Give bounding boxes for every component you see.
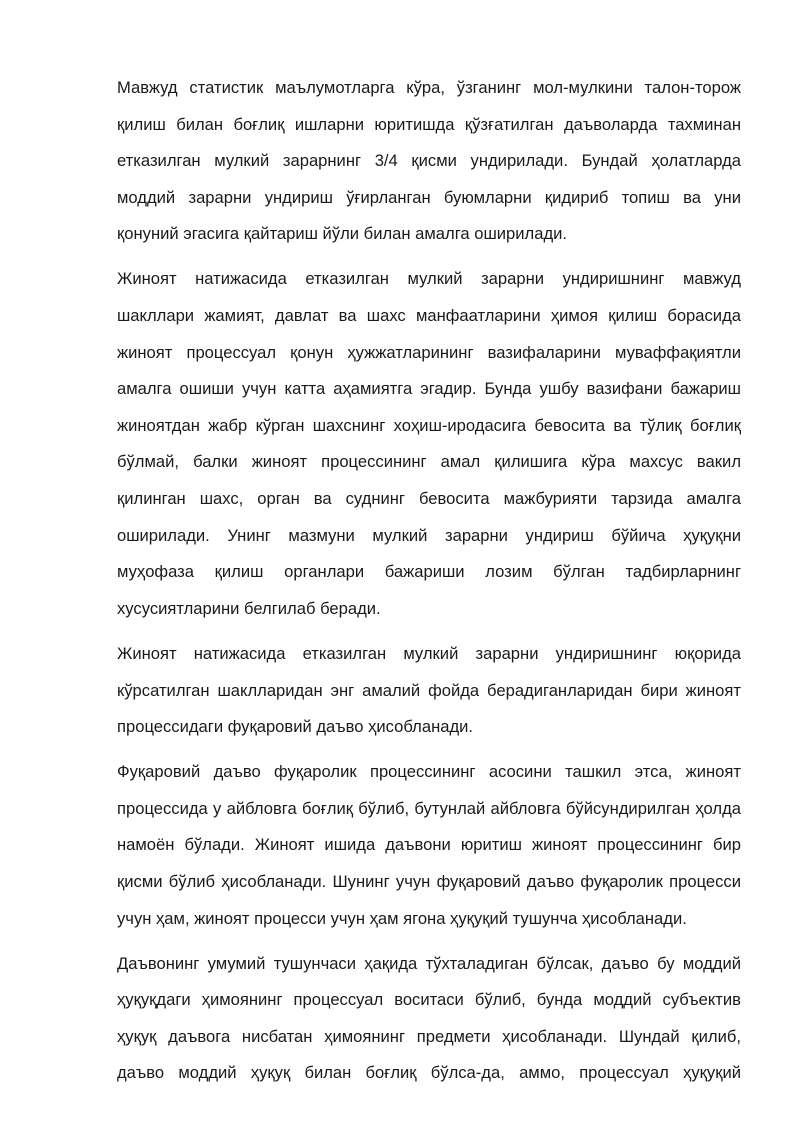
text-line: Мавжуд статистик маълумотларга кўра, ўзганинг мол-мулкини талон-торож (117, 78, 741, 97)
text-line: жиноят процессуал қонун ҳужжатларининг вазифаларини муваффақиятли (117, 342, 741, 362)
text-line: қилинган шахс, орган ва суднинг бевосита мажбурияти тарзида амалга (117, 489, 741, 509)
text-line: Жиноят натижасида етказилган мулкий зарарни ундиришнинг мавжуд (117, 269, 741, 289)
text-line: амалга ошиши учун катта аҳамиятга эгадир. Бунда ушбу вазифани бажариш (117, 379, 741, 399)
text-line: ҳуқуқ даъвога нисбатан ҳимоянинг предмети ҳисобланади. Шундай қилиб, (117, 1026, 741, 1046)
document-page (117, 70, 741, 1092)
text-line: Фуқаровий даъво фуқаролик процессининг асосини ташкил этса, жиноят (117, 762, 741, 782)
paragraph-gap (117, 937, 741, 946)
text-line: жиноятдан жабр кўрган шахснинг хоҳиш-иродасига бевосита ва тўлиқ боғлиқ (117, 415, 741, 435)
paragraph (117, 636, 741, 746)
text-line: учун ҳам, жиноят процесси учун ҳам ягона ҳуқуқий тушунча ҳисобланади. (117, 908, 687, 928)
text-line: намоён бўлади. Жиноят ишида даъвони юритиш жиноят процессининг бир (117, 835, 741, 855)
paragraph-gap (117, 746, 741, 755)
text-line: кўрсатилган шаклларидан энг амалий фойда берадиганларидан бири жиноят (117, 680, 741, 700)
text-line: бўлмай, балки жиноят процессининг амал қилишига кўра махсус вакил (117, 452, 741, 472)
text-line: оширилади. Унинг мазмуни мулкий зарарни ундириш бўйича ҳуқуқни (117, 525, 741, 545)
paragraph-gap (117, 627, 741, 636)
text-line: Даъвонинг умумий тушунчаси ҳақида тўхталадиган бўлсак, даъво бу моддий (117, 953, 741, 973)
text-line: ҳуқуқдаги ҳимоянинг процессуал воситаси бўлиб, бунда моддий субъектив (117, 990, 741, 1010)
text-line: қилиш билан боғлиқ ишларни юритишда қўзғатилган даъволарда тахминан (117, 114, 741, 134)
text-line: хусусиятларини белгилаб беради. (117, 598, 381, 618)
text-line: процессида у айбловга боғлиқ бўлиб, бутунлай айбловга бўйсундирилган ҳолда (117, 798, 741, 818)
text-line: процессидаги фуқаровий даъво ҳисобланади. (117, 717, 474, 737)
paragraph (117, 754, 741, 937)
paragraph (117, 946, 741, 1092)
text-line: муҳофаза қилиш органлари бажариши лозим бўлган тадбирларнинг (117, 562, 741, 582)
text-line: етказилган мулкий зарарнинг 3/4 қисми ундирилади. Бундай ҳолатларда (117, 151, 741, 171)
text-line: қисми бўлиб ҳисобланади. Шунинг учун фуқаровий даъво фуқаролик процесси (117, 871, 741, 891)
text-line: даъво моддий ҳуқуқ билан боғлиқ бўлса-да, аммо, процессуал ҳуқуқий (117, 1063, 741, 1083)
paragraph (117, 261, 741, 627)
text-line: моддий зарарни ундириш ўғирланган буюмларни қидириб топиш ва уни (117, 187, 741, 207)
text-line: қонуний эгасига қайтариш йўли билан амалга оширилади. (117, 224, 567, 244)
text-line: Жиноят натижасида етказилган мулкий зарарни ундиришнинг юқорида (117, 643, 741, 663)
paragraph-gap (117, 253, 741, 262)
paragraph (117, 70, 741, 253)
text-line: шакллари жамият, давлат ва шахс манфаатларини ҳимоя қилиш борасида (117, 306, 741, 326)
